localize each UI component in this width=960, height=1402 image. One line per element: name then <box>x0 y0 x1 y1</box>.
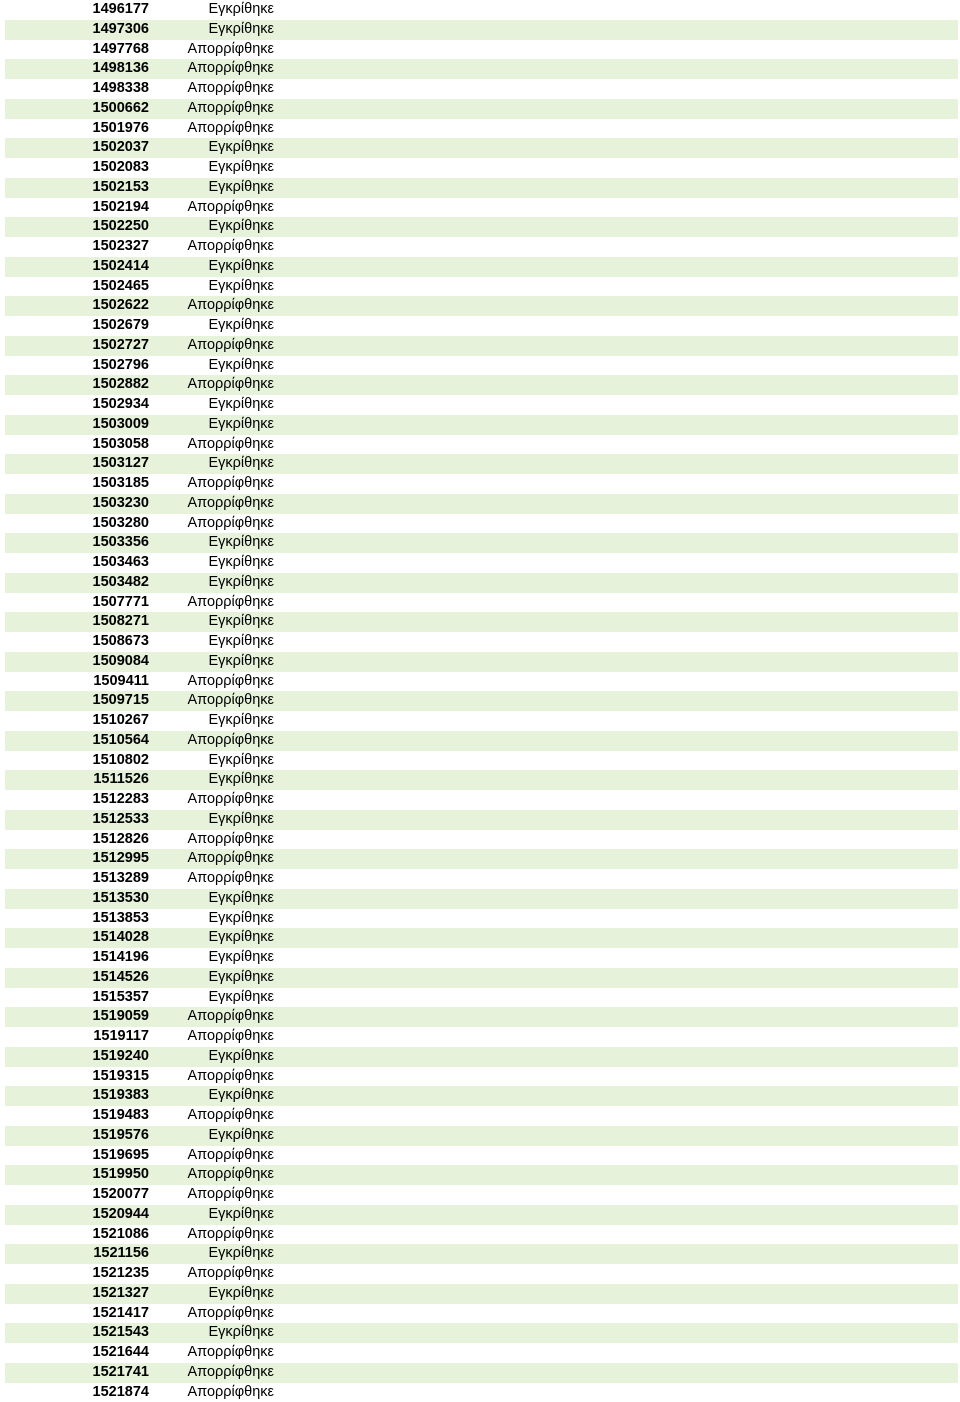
application-status: Απορρίφθηκε <box>155 336 274 356</box>
application-status: Απορρίφθηκε <box>155 99 274 119</box>
application-status: Εγκρίθηκε <box>155 889 274 909</box>
application-status: Απορρίφθηκε <box>155 830 274 850</box>
application-id: 1513530 <box>5 889 149 909</box>
application-status: Απορρίφθηκε <box>155 198 274 218</box>
table-row <box>5 731 958 751</box>
table-row <box>5 119 958 139</box>
application-id: 1510267 <box>5 711 149 731</box>
application-id: 1519117 <box>5 1027 149 1047</box>
application-id: 1512826 <box>5 830 149 850</box>
application-status: Απορρίφθηκε <box>155 79 274 99</box>
application-id: 1519059 <box>5 1007 149 1027</box>
application-id: 1503185 <box>5 474 149 494</box>
application-status: Εγκρίθηκε <box>155 257 274 277</box>
table-row <box>5 948 958 968</box>
application-status: Απορρίφθηκε <box>155 435 274 455</box>
table-row <box>5 1205 958 1225</box>
application-id: 1507771 <box>5 593 149 613</box>
application-status: Εγκρίθηκε <box>155 810 274 830</box>
application-status: Απορρίφθηκε <box>155 1383 274 1402</box>
application-id: 1512995 <box>5 849 149 869</box>
table-row <box>5 672 958 692</box>
application-id: 1503463 <box>5 553 149 573</box>
table-row <box>5 593 958 613</box>
table-row <box>5 1185 958 1205</box>
application-id: 1502934 <box>5 395 149 415</box>
application-id: 1502796 <box>5 356 149 376</box>
application-status: Εγκρίθηκε <box>155 1205 274 1225</box>
table-row <box>5 40 958 60</box>
application-id: 1503127 <box>5 454 149 474</box>
application-status: Εγκρίθηκε <box>155 415 274 435</box>
application-id: 1510564 <box>5 731 149 751</box>
application-id: 1514028 <box>5 928 149 948</box>
application-status: Απορρίφθηκε <box>155 1067 274 1087</box>
application-status: Απορρίφθηκε <box>155 672 274 692</box>
table-row <box>5 0 958 20</box>
table-row <box>5 1343 958 1363</box>
application-id: 1521327 <box>5 1284 149 1304</box>
table-row <box>5 632 958 652</box>
application-status: Εγκρίθηκε <box>155 928 274 948</box>
table-row <box>5 316 958 336</box>
application-id: 1496177 <box>5 0 149 20</box>
application-id: 1502414 <box>5 257 149 277</box>
application-status: Απορρίφθηκε <box>155 1106 274 1126</box>
table-row <box>5 691 958 711</box>
application-id: 1515357 <box>5 988 149 1008</box>
application-id: 1519315 <box>5 1067 149 1087</box>
table-row <box>5 277 958 297</box>
application-id: 1502465 <box>5 277 149 297</box>
application-id: 1500662 <box>5 99 149 119</box>
table-row <box>5 494 958 514</box>
application-id: 1521417 <box>5 1304 149 1324</box>
application-status: Απορρίφθηκε <box>155 237 274 257</box>
application-id: 1519576 <box>5 1126 149 1146</box>
table-row <box>5 395 958 415</box>
application-status: Εγκρίθηκε <box>155 751 274 771</box>
application-status: Απορρίφθηκε <box>155 514 274 534</box>
application-id: 1503356 <box>5 533 149 553</box>
application-id: 1502622 <box>5 296 149 316</box>
application-status: Εγκρίθηκε <box>155 217 274 237</box>
table-row <box>5 178 958 198</box>
application-id: 1519483 <box>5 1106 149 1126</box>
application-id: 1498136 <box>5 59 149 79</box>
table-row <box>5 138 958 158</box>
application-id: 1502083 <box>5 158 149 178</box>
application-status: Εγκρίθηκε <box>155 454 274 474</box>
table-row <box>5 257 958 277</box>
table-row <box>5 1047 958 1067</box>
application-status: Απορρίφθηκε <box>155 40 274 60</box>
application-id: 1521543 <box>5 1323 149 1343</box>
application-id: 1502882 <box>5 375 149 395</box>
application-status: Απορρίφθηκε <box>155 119 274 139</box>
application-status: Απορρίφθηκε <box>155 1146 274 1166</box>
application-status: Απορρίφθηκε <box>155 1304 274 1324</box>
application-id: 1510802 <box>5 751 149 771</box>
application-status: Απορρίφθηκε <box>155 474 274 494</box>
application-status: Εγκρίθηκε <box>155 277 274 297</box>
application-status: Εγκρίθηκε <box>155 1244 274 1264</box>
application-status: Εγκρίθηκε <box>155 1284 274 1304</box>
table-row <box>5 1106 958 1126</box>
table-row <box>5 158 958 178</box>
table-row <box>5 1363 958 1383</box>
application-status: Απορρίφθηκε <box>155 296 274 316</box>
application-id: 1521741 <box>5 1363 149 1383</box>
application-status: Απορρίφθηκε <box>155 375 274 395</box>
application-status: Εγκρίθηκε <box>155 988 274 1008</box>
application-id: 1519240 <box>5 1047 149 1067</box>
application-id: 1502679 <box>5 316 149 336</box>
application-status: Εγκρίθηκε <box>155 612 274 632</box>
table-row <box>5 514 958 534</box>
application-id: 1497768 <box>5 40 149 60</box>
table-row <box>5 1225 958 1245</box>
application-id: 1502037 <box>5 138 149 158</box>
application-status: Απορρίφθηκε <box>155 59 274 79</box>
table-row <box>5 573 958 593</box>
application-id: 1513289 <box>5 869 149 889</box>
application-id: 1503482 <box>5 573 149 593</box>
application-status: Εγκρίθηκε <box>155 632 274 652</box>
application-id: 1519383 <box>5 1086 149 1106</box>
application-status: Εγκρίθηκε <box>155 909 274 929</box>
application-status: Εγκρίθηκε <box>155 533 274 553</box>
table-row <box>5 1007 958 1027</box>
table-row <box>5 889 958 909</box>
application-status: Απορρίφθηκε <box>155 593 274 613</box>
table-row <box>5 1383 958 1402</box>
table-row <box>5 59 958 79</box>
application-id: 1521644 <box>5 1343 149 1363</box>
application-status: Εγκρίθηκε <box>155 138 274 158</box>
table-row <box>5 790 958 810</box>
table-row <box>5 1304 958 1324</box>
table-row <box>5 751 958 771</box>
application-id: 1520944 <box>5 1205 149 1225</box>
application-id: 1503280 <box>5 514 149 534</box>
application-status: Εγκρίθηκε <box>155 553 274 573</box>
application-id: 1521874 <box>5 1383 149 1402</box>
table-row <box>5 711 958 731</box>
application-status: Εγκρίθηκε <box>155 158 274 178</box>
table-row <box>5 20 958 40</box>
application-id: 1501976 <box>5 119 149 139</box>
application-status: Εγκρίθηκε <box>155 1047 274 1067</box>
application-status: Εγκρίθηκε <box>155 178 274 198</box>
application-status: Εγκρίθηκε <box>155 1086 274 1106</box>
application-status: Εγκρίθηκε <box>155 573 274 593</box>
application-id: 1511526 <box>5 770 149 790</box>
application-id: 1512533 <box>5 810 149 830</box>
application-status: Απορρίφθηκε <box>155 1027 274 1047</box>
application-status: Εγκρίθηκε <box>155 968 274 988</box>
table-row <box>5 237 958 257</box>
application-status: Απορρίφθηκε <box>155 1343 274 1363</box>
application-status: Εγκρίθηκε <box>155 356 274 376</box>
table-row <box>5 770 958 790</box>
application-status: Απορρίφθηκε <box>155 1225 274 1245</box>
application-status: Εγκρίθηκε <box>155 948 274 968</box>
application-id: 1513853 <box>5 909 149 929</box>
table-row <box>5 356 958 376</box>
table-row <box>5 296 958 316</box>
application-id: 1503058 <box>5 435 149 455</box>
table-row <box>5 217 958 237</box>
table-row <box>5 336 958 356</box>
table-row <box>5 928 958 948</box>
application-status: Εγκρίθηκε <box>155 316 274 336</box>
application-status: Απορρίφθηκε <box>155 1007 274 1027</box>
table-row <box>5 652 958 672</box>
application-id: 1502327 <box>5 237 149 257</box>
table-row <box>5 612 958 632</box>
application-status: Απορρίφθηκε <box>155 1363 274 1383</box>
application-id: 1502250 <box>5 217 149 237</box>
table-row <box>5 909 958 929</box>
application-id: 1509715 <box>5 691 149 711</box>
application-id: 1509084 <box>5 652 149 672</box>
application-status: Απορρίφθηκε <box>155 494 274 514</box>
application-id: 1519695 <box>5 1146 149 1166</box>
application-status: Απορρίφθηκε <box>155 691 274 711</box>
application-id: 1503009 <box>5 415 149 435</box>
table-row <box>5 1067 958 1087</box>
application-id: 1503230 <box>5 494 149 514</box>
table-row <box>5 968 958 988</box>
table-row <box>5 1284 958 1304</box>
application-status: Απορρίφθηκε <box>155 1264 274 1284</box>
table-row <box>5 1146 958 1166</box>
application-id: 1508673 <box>5 632 149 652</box>
table-row <box>5 533 958 553</box>
application-status: Απορρίφθηκε <box>155 849 274 869</box>
application-id: 1521156 <box>5 1244 149 1264</box>
application-status: Εγκρίθηκε <box>155 20 274 40</box>
table-row <box>5 198 958 218</box>
application-id: 1497306 <box>5 20 149 40</box>
table-row <box>5 1027 958 1047</box>
application-id: 1514196 <box>5 948 149 968</box>
application-status: Εγκρίθηκε <box>155 770 274 790</box>
application-id: 1498338 <box>5 79 149 99</box>
application-status: Απορρίφθηκε <box>155 869 274 889</box>
application-status: Εγκρίθηκε <box>155 0 274 20</box>
application-status: Εγκρίθηκε <box>155 652 274 672</box>
application-status: Απορρίφθηκε <box>155 1185 274 1205</box>
application-status: Εγκρίθηκε <box>155 395 274 415</box>
application-id: 1521235 <box>5 1264 149 1284</box>
table-row <box>5 415 958 435</box>
table-row <box>5 435 958 455</box>
application-id: 1521086 <box>5 1225 149 1245</box>
table-row <box>5 1126 958 1146</box>
application-status: Απορρίφθηκε <box>155 1165 274 1185</box>
application-id: 1508271 <box>5 612 149 632</box>
application-id: 1520077 <box>5 1185 149 1205</box>
application-id: 1502727 <box>5 336 149 356</box>
application-id: 1502194 <box>5 198 149 218</box>
table-row <box>5 849 958 869</box>
table-row <box>5 474 958 494</box>
application-id: 1514526 <box>5 968 149 988</box>
results-table <box>5 0 958 1402</box>
table-row <box>5 988 958 1008</box>
table-row <box>5 99 958 119</box>
table-row <box>5 553 958 573</box>
table-row <box>5 1165 958 1185</box>
application-status: Εγκρίθηκε <box>155 711 274 731</box>
application-status: Απορρίφθηκε <box>155 731 274 751</box>
table-row <box>5 1323 958 1343</box>
table-row <box>5 1244 958 1264</box>
application-id: 1509411 <box>5 672 149 692</box>
application-id: 1519950 <box>5 1165 149 1185</box>
application-id: 1512283 <box>5 790 149 810</box>
table-row <box>5 830 958 850</box>
table-row <box>5 454 958 474</box>
application-status: Απορρίφθηκε <box>155 790 274 810</box>
application-status: Εγκρίθηκε <box>155 1323 274 1343</box>
application-id: 1502153 <box>5 178 149 198</box>
table-row <box>5 79 958 99</box>
table-row <box>5 1086 958 1106</box>
table-row <box>5 375 958 395</box>
table-row <box>5 1264 958 1284</box>
table-row <box>5 810 958 830</box>
table-row <box>5 869 958 889</box>
application-status: Εγκρίθηκε <box>155 1126 274 1146</box>
